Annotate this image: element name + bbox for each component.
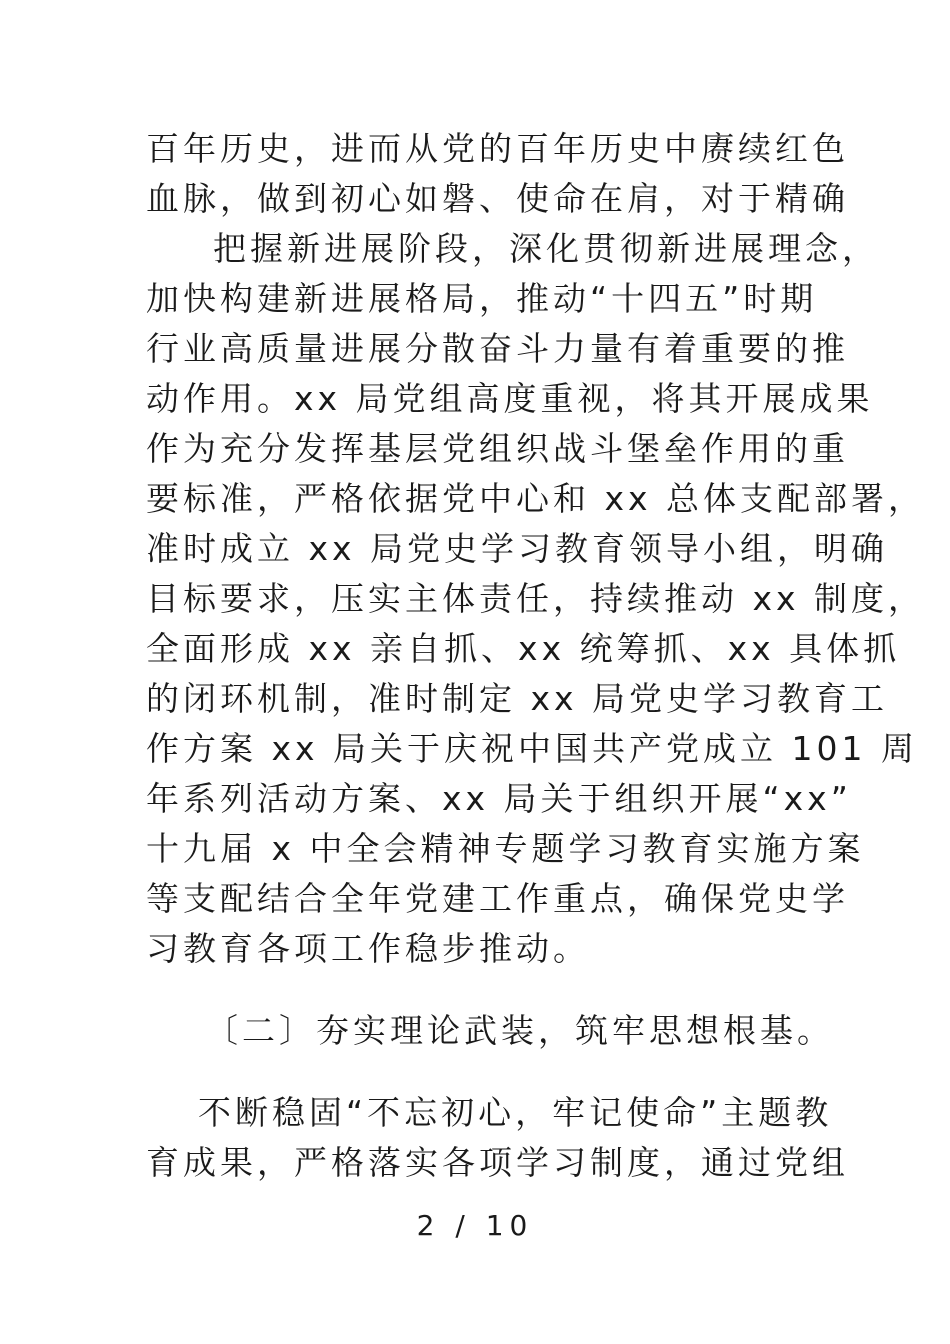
page-number: 2 / 10 — [416, 1209, 534, 1242]
text-line: 要标准，严格依据党中心和 xx 总体支配部署， — [146, 479, 926, 518]
text-line: 的闭环机制，准时制定 xx 局党史学习教育工 — [146, 679, 889, 718]
text-line: 行业高质量进展分散奋斗力量有着重要的推 — [146, 329, 849, 368]
text-line: 准时成立 xx 局党史学习教育领导小组，明确 — [146, 529, 889, 568]
text-line: 年系列活动方案、xx 局关于组织开展“xx” — [146, 779, 852, 818]
text-line: 十九届 x 中全会精神专题学习教育实施方案 — [146, 829, 865, 868]
text-line: 加快构建新进展格局，推动“十四五”时期 — [146, 279, 818, 318]
text-line: 育成果，严格落实各项学习制度，通过党组 — [146, 1143, 849, 1182]
section-heading: 〔二〕夯实理论武装，筑牢思想根基。 — [205, 1011, 834, 1050]
text-line: 不断稳固“不忘初心，牢记使命”主题教 — [198, 1093, 833, 1132]
text-line: 全面形成 xx 亲自抓、xx 统筹抓、xx 具体抓 — [146, 629, 901, 668]
text-line: 动作用。xx 局党组高度重视，将其开展成果 — [146, 379, 874, 418]
text-line: 等支配结合全年党建工作重点，确保党史学 — [146, 879, 849, 918]
text-line: 习教育各项工作稳步推动。 — [146, 929, 590, 968]
text-line: 作为充分发挥基层党组织战斗堡垒作用的重 — [146, 429, 849, 468]
text-line: 百年历史，进而从党的百年历史中赓续红色 — [146, 129, 849, 168]
text-line: 作方案 xx 局关于庆祝中国共产党成立 101 周 — [146, 729, 919, 768]
text-line: 目标要求，压实主体责任，持续推动 xx 制度， — [146, 579, 926, 618]
text-line: 血脉，做到初心如磐、使命在肩，对于精确 — [146, 179, 849, 218]
text-line: 把握新进展阶段，深化贯彻新进展理念， — [213, 229, 879, 268]
